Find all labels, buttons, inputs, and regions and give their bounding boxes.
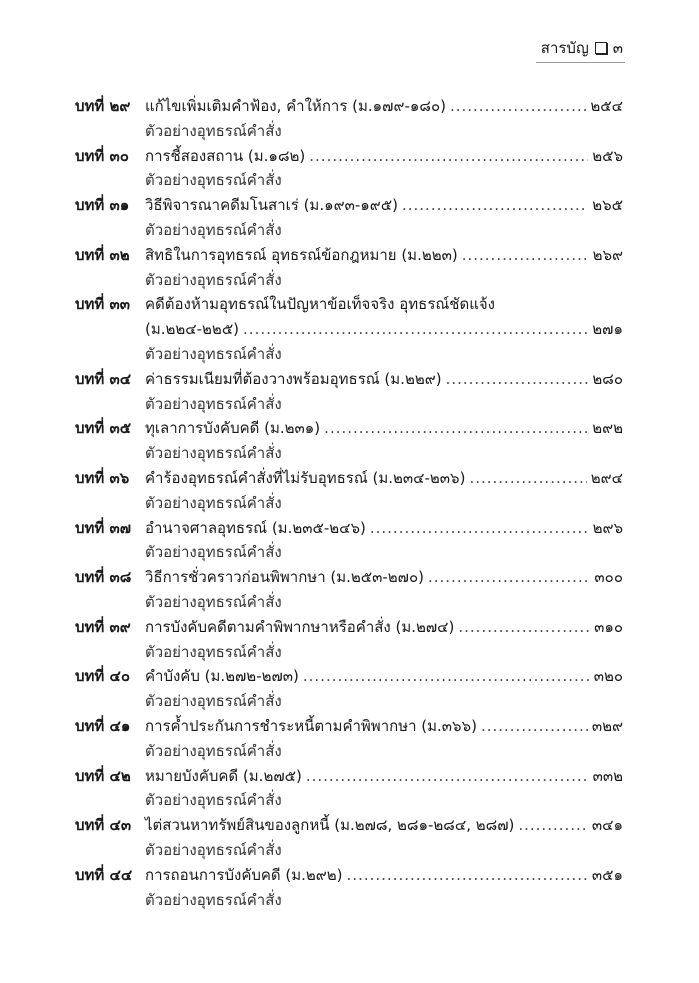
toc-entry xyxy=(75,144,623,194)
chapter-title: วิธีพิจารณาคดีมโนสาเร่ (ม.๑๙๓-๑๙๕) xyxy=(145,196,398,215)
chapter-title: คำบังคับ (ม.๒๗๒-๒๗๓) xyxy=(145,667,299,686)
page-number: ๒๙๔ xyxy=(590,468,623,487)
chapter-label: บทที่ ๔๓ xyxy=(75,816,132,835)
toc-entry xyxy=(75,94,623,144)
chapter-label: บทที่ ๓๒ xyxy=(75,245,130,264)
page-number: ๒๙๒ xyxy=(592,419,623,438)
table-of-contents xyxy=(75,94,623,912)
sub-entry: ตัวอย่างอุทธรณ์คำสั่ง xyxy=(145,220,282,239)
chapter-label: บทที่ ๓๙ xyxy=(75,617,131,636)
chapter-title: การชี้สองสถาน (ม.๑๘๒) xyxy=(145,146,306,165)
page-number: ๓๕๑ xyxy=(591,865,623,884)
entry-line xyxy=(75,516,623,541)
chapter-label: บทที่ ๔๒ xyxy=(75,766,131,785)
page-number: ๒๘๐ xyxy=(592,369,623,388)
chapter-title: คดีต้องห้ามอุทธรณ์ในปัญหาข้อเท็จจริง อุทธรณ์ชัดแจ้ง xyxy=(145,295,495,314)
entry-line xyxy=(75,94,623,119)
chapter-label: บทที่ ๓๕ xyxy=(75,419,132,438)
entry-line xyxy=(75,813,623,838)
sub-entry: ตัวอย่างอุทธรณ์คำสั่ง xyxy=(145,171,282,190)
chapter-label: บทที่ ๓๔ xyxy=(75,369,132,388)
chapter-label: บทที่ ๓๑ xyxy=(75,196,130,215)
sub-entry: ตัวอย่างอุทธรณ์คำสั่ง xyxy=(145,840,282,859)
dot-leader xyxy=(450,94,586,119)
dot-leader xyxy=(370,516,589,541)
dot-leader xyxy=(402,193,588,218)
toc-entry xyxy=(75,367,623,417)
dot-leader xyxy=(458,615,590,640)
entry-line xyxy=(75,565,623,590)
chapter-title: การบังคับคดีตามคำพิพากษาหรือคำสั่ง (ม.๒๗๔) xyxy=(145,617,455,636)
toc-entry xyxy=(75,565,623,615)
chapter-title: ไต่สวนหาทรัพย์สินของลูกหนี้ (ม.๒๗๘, ๒๘๑-๒๘๔, ๒๘๗) xyxy=(145,816,515,835)
entry-line xyxy=(75,764,623,789)
sub-entry: ตัวอย่างอุทธรณ์คำสั่ง xyxy=(145,543,282,562)
chapter-label: บทที่ ๓๘ xyxy=(75,568,132,587)
chapter-title: หมายบังคับคดี (ม.๒๗๕) xyxy=(145,766,302,785)
sub-entry: ตัวอย่างอุทธรณ์คำสั่ง xyxy=(145,493,282,512)
toc-entry xyxy=(75,714,623,764)
chapter-title: คำร้องอุทธรณ์คำสั่งที่ไม่รับอุทธรณ์ (ม.๒๓๔-๒๓๖) xyxy=(145,468,466,487)
dot-leader xyxy=(303,664,590,689)
toc-entry xyxy=(75,416,623,466)
dot-leader xyxy=(462,243,589,268)
sub-entry: ตัวอย่างอุทธรณ์คำสั่ง xyxy=(145,642,282,661)
page-number: ๒๙๖ xyxy=(592,518,623,537)
sub-entry: ตัวอย่างอุทธรณ์คำสั่ง xyxy=(145,270,282,289)
toc-entry xyxy=(75,863,623,913)
entry-line xyxy=(75,292,623,317)
checkbox-square-icon xyxy=(595,42,607,54)
entry-line xyxy=(75,144,623,169)
dot-leader xyxy=(428,565,590,590)
header-title: สารบัญ xyxy=(540,39,589,57)
dot-leader xyxy=(518,813,588,838)
chapter-title-continued: (ม.๒๒๔-๒๒๕) xyxy=(145,320,240,339)
dot-leader xyxy=(309,144,588,169)
page-header xyxy=(541,36,623,60)
dot-leader xyxy=(324,416,588,441)
dot-leader xyxy=(481,714,588,739)
sub-entry: ตัวอย่างอุทธรณ์คำสั่ง xyxy=(145,791,282,810)
toc-entry xyxy=(75,466,623,516)
page-number: ๒๕๖ xyxy=(592,146,623,165)
chapter-title: วิธีการชั่วคราวก่อนพิพากษา (ม.๒๕๓-๒๗๐) xyxy=(145,568,424,587)
sub-entry: ตัวอย่างอุทธรณ์คำสั่ง xyxy=(145,890,282,909)
dot-leader xyxy=(469,466,586,491)
toc-entry xyxy=(75,615,623,665)
toc-entry xyxy=(75,243,623,293)
entry-line xyxy=(75,317,623,342)
toc-entry xyxy=(75,813,623,863)
entry-line xyxy=(75,466,623,491)
sub-entry: ตัวอย่างอุทธรณ์คำสั่ง xyxy=(145,592,282,611)
entry-line xyxy=(75,193,623,218)
sub-entry: ตัวอย่างอุทธรณ์คำสั่ง xyxy=(145,741,282,760)
toc-entry xyxy=(75,516,623,566)
dot-leader xyxy=(446,367,589,392)
dot-leader xyxy=(306,764,589,789)
page-number: ๓๐๐ xyxy=(594,568,623,587)
chapter-label: บทที่ ๔๔ xyxy=(75,865,133,884)
chapter-title: สิทธิในการอุทธรณ์ อุทธรณ์ข้อกฎหมาย (ม.๒๒๓) xyxy=(145,245,458,264)
entry-line xyxy=(75,664,623,689)
chapter-label: บทที่ ๔๐ xyxy=(75,667,131,686)
chapter-label: บทที่ ๓๐ xyxy=(75,146,129,165)
entry-line xyxy=(75,615,623,640)
sub-entry: ตัวอย่างอุทธรณ์คำสั่ง xyxy=(145,444,282,463)
page-number: ๒๖๙ xyxy=(592,245,623,264)
chapter-title: การถอนการบังคับคดี (ม.๒๙๒) xyxy=(145,865,343,884)
chapter-title: ค่าธรรมเนียมที่ต้องวางพร้อมอุทธรณ์ (ม.๒๒๙) xyxy=(145,369,442,388)
dot-leader xyxy=(347,863,588,888)
chapter-label: บทที่ ๔๑ xyxy=(75,716,131,735)
page-number: ๓๔๑ xyxy=(591,816,623,835)
page-number: ๒๖๕ xyxy=(592,196,623,215)
toc-entry xyxy=(75,764,623,814)
page-number: ๓๓๒ xyxy=(592,766,623,785)
entry-line xyxy=(75,367,623,392)
sub-entry: ตัวอย่างอุทธรณ์คำสั่ง xyxy=(145,121,282,140)
chapter-label: บทที่ ๒๙ xyxy=(75,97,131,115)
toc-entry xyxy=(75,193,623,243)
sub-entry: ตัวอย่างอุทธรณ์คำสั่ง xyxy=(145,692,282,711)
header-page-number: ๓ xyxy=(612,39,623,57)
chapter-title: ทุเลาการบังคับคดี (ม.๒๓๑) xyxy=(145,419,321,438)
chapter-label: บทที่ ๓๗ xyxy=(75,518,132,537)
toc-entry xyxy=(75,292,623,366)
page-number: ๒๗๑ xyxy=(592,320,623,339)
entry-line xyxy=(75,714,623,739)
entry-line xyxy=(75,243,623,268)
chapter-label: บทที่ ๓๓ xyxy=(75,295,131,314)
dot-leader xyxy=(243,317,588,342)
header-rule xyxy=(536,62,625,63)
page-number: ๓๑๐ xyxy=(594,617,623,636)
page-number: ๓๒๐ xyxy=(593,667,623,686)
sub-entry: ตัวอย่างอุทธรณ์คำสั่ง xyxy=(145,394,282,413)
page-number: ๒๕๔ xyxy=(590,97,623,115)
sub-entry: ตัวอย่างอุทธรณ์คำสั่ง xyxy=(145,344,282,363)
chapter-title: อำนาจศาลอุทธรณ์ (ม.๒๓๕-๒๔๖) xyxy=(145,518,366,537)
entry-line xyxy=(75,863,623,888)
toc-entry xyxy=(75,664,623,714)
chapter-title: แก้ไขเพิ่มเติมคำฟ้อง, คำให้การ (ม.๑๗๙-๑๘๐) xyxy=(145,97,446,115)
chapter-label: บทที่ ๓๖ xyxy=(75,468,130,487)
entry-line xyxy=(75,416,623,441)
chapter-title: การค้ำประกันการชำระหนี้ตามคำพิพากษา (ม.๓๖๖) xyxy=(145,716,477,735)
page-number: ๓๒๙ xyxy=(591,716,623,735)
